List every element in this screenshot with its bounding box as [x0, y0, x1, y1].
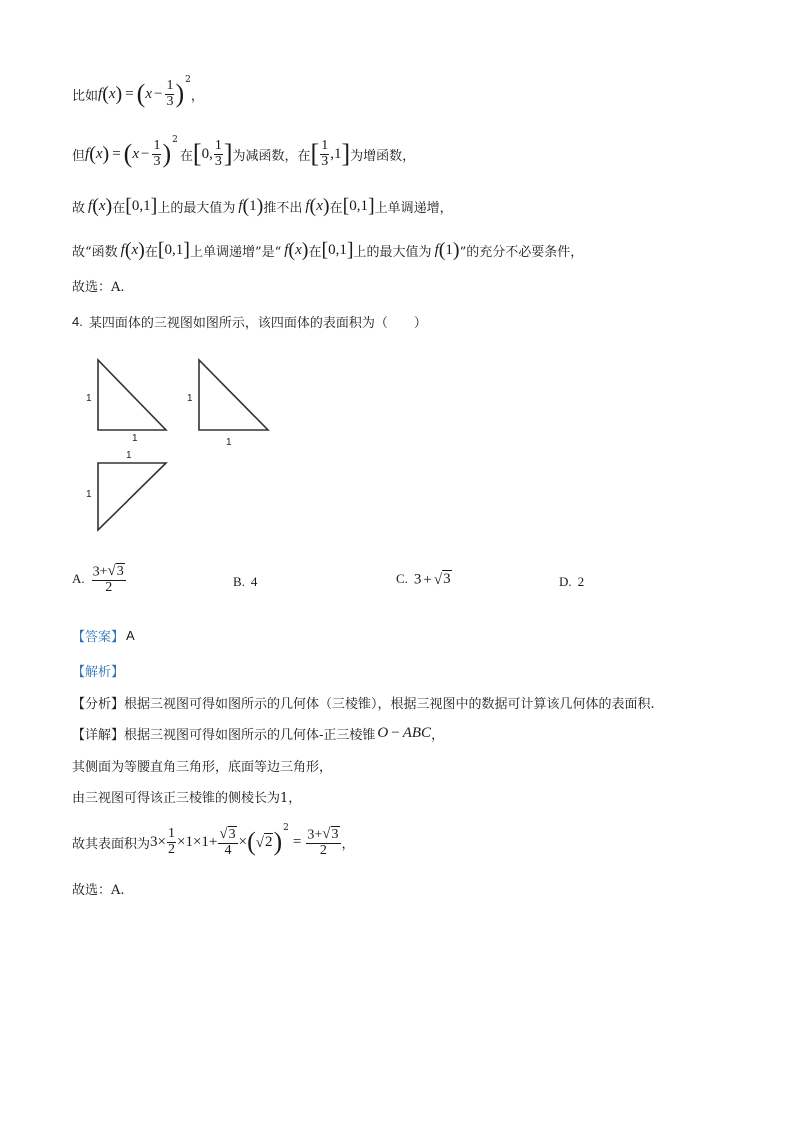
front-view-bottom-label: 1: [132, 433, 138, 444]
analysis-tag: 【解析】: [72, 664, 125, 680]
math-zero: 0: [201, 145, 210, 162]
math-x: x: [95, 145, 103, 162]
paren-close: ): [452, 239, 460, 261]
math-one: 1: [249, 197, 257, 214]
fraction: $\frac{1}{3}$: [166, 77, 174, 109]
paren-close: ): [162, 139, 172, 168]
line-text: 为减函数，在: [232, 148, 311, 164]
bracket-close: ]: [341, 139, 351, 168]
three-view-figure: [80, 350, 380, 550]
paren-open: (: [89, 143, 96, 165]
math-x: x: [295, 241, 302, 258]
line-text: 上单调递增，: [374, 200, 453, 216]
exponent: 2: [283, 823, 289, 833]
math-f: f: [238, 197, 243, 214]
bracket-close: ]: [183, 239, 190, 261]
line-text: 在: [329, 200, 343, 216]
solution-line-1: [72, 72, 204, 116]
option-a-value: 3+ √ 3 2: [92, 563, 124, 596]
option-b-value: 4: [250, 574, 258, 589]
analysis-line: [72, 660, 124, 680]
option-d[interactable]: [559, 574, 584, 590]
math-minus: −: [391, 724, 400, 741]
fraction: √ 3 4: [219, 826, 236, 858]
line-text: ，: [431, 727, 445, 743]
math-comma: ,: [330, 145, 334, 162]
line-text: 在: [308, 244, 322, 260]
interval: 0,1: [328, 241, 347, 258]
interval: 0,1: [349, 197, 368, 214]
paren-close: ): [256, 195, 264, 217]
detail-line-4: [72, 878, 125, 898]
top-view-left-label: 1: [86, 489, 92, 500]
paren-close: ): [102, 143, 110, 165]
bracket-close: ]: [367, 195, 375, 217]
math-x: x: [98, 197, 106, 214]
line-text: 推不出: [263, 200, 303, 216]
detail-line-1: [72, 755, 332, 775]
math-f: f: [98, 85, 103, 102]
line-text: 在: [112, 200, 126, 216]
front-view: [86, 360, 166, 444]
solution-line-3: [72, 194, 453, 218]
fenxi-line: [72, 692, 655, 712]
math-x: x: [132, 145, 140, 162]
option-c[interactable]: [396, 570, 452, 589]
bracket-open: [: [125, 195, 132, 217]
paren-open: (: [247, 827, 256, 856]
question-text: 某四面体的三视图如图所示，该四面体的表面积为（ ）: [88, 315, 427, 331]
paren-close: ): [273, 827, 283, 856]
option-d-label: D.: [559, 574, 572, 589]
math-minus: −: [154, 85, 163, 102]
math-x: x: [131, 241, 139, 258]
math-times: ×: [157, 833, 166, 850]
math-f: f: [88, 197, 93, 214]
exponent: 2: [172, 135, 178, 145]
paren-open: (: [136, 79, 146, 108]
interval: 0,1: [164, 241, 184, 258]
math-eq: =: [292, 833, 302, 850]
top-view: [86, 450, 166, 530]
fraction: $\frac{1}{3}$: [214, 137, 222, 169]
exponent: 2: [185, 75, 191, 85]
line-text: 故选：A.: [72, 882, 125, 898]
line-text: 但: [72, 148, 86, 164]
paren-open: (: [309, 195, 317, 217]
option-d-value: 2: [577, 574, 585, 589]
math-f: f: [284, 241, 289, 258]
line-text: 上单调递增”是“: [189, 244, 282, 260]
detail-line-3: [72, 820, 355, 864]
math-x: x: [316, 197, 323, 214]
bracket-open: [: [321, 239, 329, 261]
xiangjie-tag: 【详解】: [72, 727, 125, 743]
sqrt-two: √ 2: [255, 834, 273, 851]
paren-open: (: [92, 195, 99, 217]
answer-line: [72, 625, 135, 645]
option-a-label: A.: [72, 571, 85, 587]
paren-open: (: [123, 139, 133, 168]
bracket-open: [: [342, 195, 350, 217]
xiangjie-line: [72, 722, 444, 744]
line-text: 上的最大值为: [157, 200, 236, 216]
fraction: $\frac{1}{2}$: [167, 825, 175, 857]
math-expr: ×1×1+: [176, 833, 218, 850]
paren-close: ): [115, 83, 123, 105]
math-x: x: [145, 85, 153, 102]
math-comma: ,: [209, 145, 213, 162]
detail-line-2: [72, 786, 301, 806]
math-f: f: [85, 145, 90, 162]
side-view: [187, 360, 268, 448]
side-view-left-label: 1: [187, 393, 193, 404]
bracket-close: ]: [150, 195, 158, 217]
paren-open: (: [438, 239, 446, 261]
interval: 0,1: [131, 197, 151, 214]
line-text: ”的充分不必要条件，: [459, 244, 584, 260]
top-view-top-label: 1: [126, 450, 132, 461]
paren-open: (: [124, 239, 132, 261]
paren-close: ): [322, 195, 330, 217]
math-f: f: [305, 197, 310, 214]
solution-line-2: [72, 132, 415, 176]
math-minus: −: [141, 145, 150, 162]
solution-line-4: [72, 238, 583, 262]
math-f: f: [434, 241, 439, 258]
bracket-open: [: [192, 139, 202, 168]
fraction: $\frac{1}{3}$: [321, 137, 329, 169]
xiangjie-text: 根据三视图可得如图所示的几何体-正三棱锥: [124, 727, 376, 743]
fraction: $\frac{1}{3}$: [153, 137, 161, 169]
math-abc: ABC: [402, 724, 432, 741]
fraction: 3+ √ 3 2: [307, 826, 339, 858]
bracket-close: ]: [346, 239, 354, 261]
line-text: 故选：A.: [72, 279, 125, 295]
math-o: O: [377, 724, 389, 741]
math-one: 1: [333, 145, 342, 162]
option-c-value: 3 + √ 3: [413, 571, 451, 588]
line-text: 在: [179, 148, 193, 164]
line-text: 上的最大值为: [353, 244, 432, 260]
math-x: x: [108, 85, 116, 102]
solution-line-5: [72, 275, 125, 295]
math-three: 3: [150, 833, 158, 850]
line-text: 故“函数: [72, 244, 118, 260]
math-eq: =: [112, 145, 121, 162]
side-view-bottom-label: 1: [226, 437, 232, 448]
answer-value: A: [126, 627, 135, 643]
paren-close: ): [138, 239, 145, 261]
option-c-label: C.: [396, 571, 408, 587]
bracket-open: [: [310, 139, 320, 168]
fenxi-tag: 【分析】: [72, 696, 125, 712]
line-text: 在: [144, 244, 158, 260]
math-one: 1: [445, 241, 453, 258]
question-number: 4.: [72, 313, 83, 329]
bracket-close: ]: [223, 139, 233, 168]
paren-open: (: [288, 239, 296, 261]
answer-tag: 【答案】: [72, 629, 125, 645]
paren-close: ): [175, 79, 185, 108]
line-text: 比如: [72, 88, 99, 104]
line-text: 由三视图可得该正三棱锥的侧棱长为1，: [72, 790, 302, 806]
paren-open: (: [242, 195, 250, 217]
bracket-open: [: [157, 239, 165, 261]
line-text: ，: [190, 88, 204, 104]
line-text: ，: [341, 836, 355, 852]
line-text: 其侧面为等腰直角三角形，底面等边三角形，: [72, 759, 333, 775]
line-text: 故: [72, 200, 86, 216]
line-text: 为增函数，: [350, 148, 416, 164]
option-b[interactable]: [233, 574, 257, 590]
paren-open: (: [102, 83, 109, 105]
front-view-left-label: 1: [86, 393, 92, 404]
math-times: ×: [238, 833, 248, 850]
fenxi-text: 根据三视图可得如图所示的几何体（三棱锥），根据三视图中的数据可计算该几何体的表面积.: [124, 696, 655, 712]
paren-close: ): [105, 195, 113, 217]
math-f: f: [120, 241, 125, 258]
option-b-label: B.: [233, 574, 245, 589]
question-4: [72, 310, 427, 332]
line-text: 故其表面积为: [72, 836, 151, 852]
paren-close: ): [301, 239, 309, 261]
option-a[interactable]: [72, 563, 127, 596]
math-eq: =: [125, 85, 134, 102]
